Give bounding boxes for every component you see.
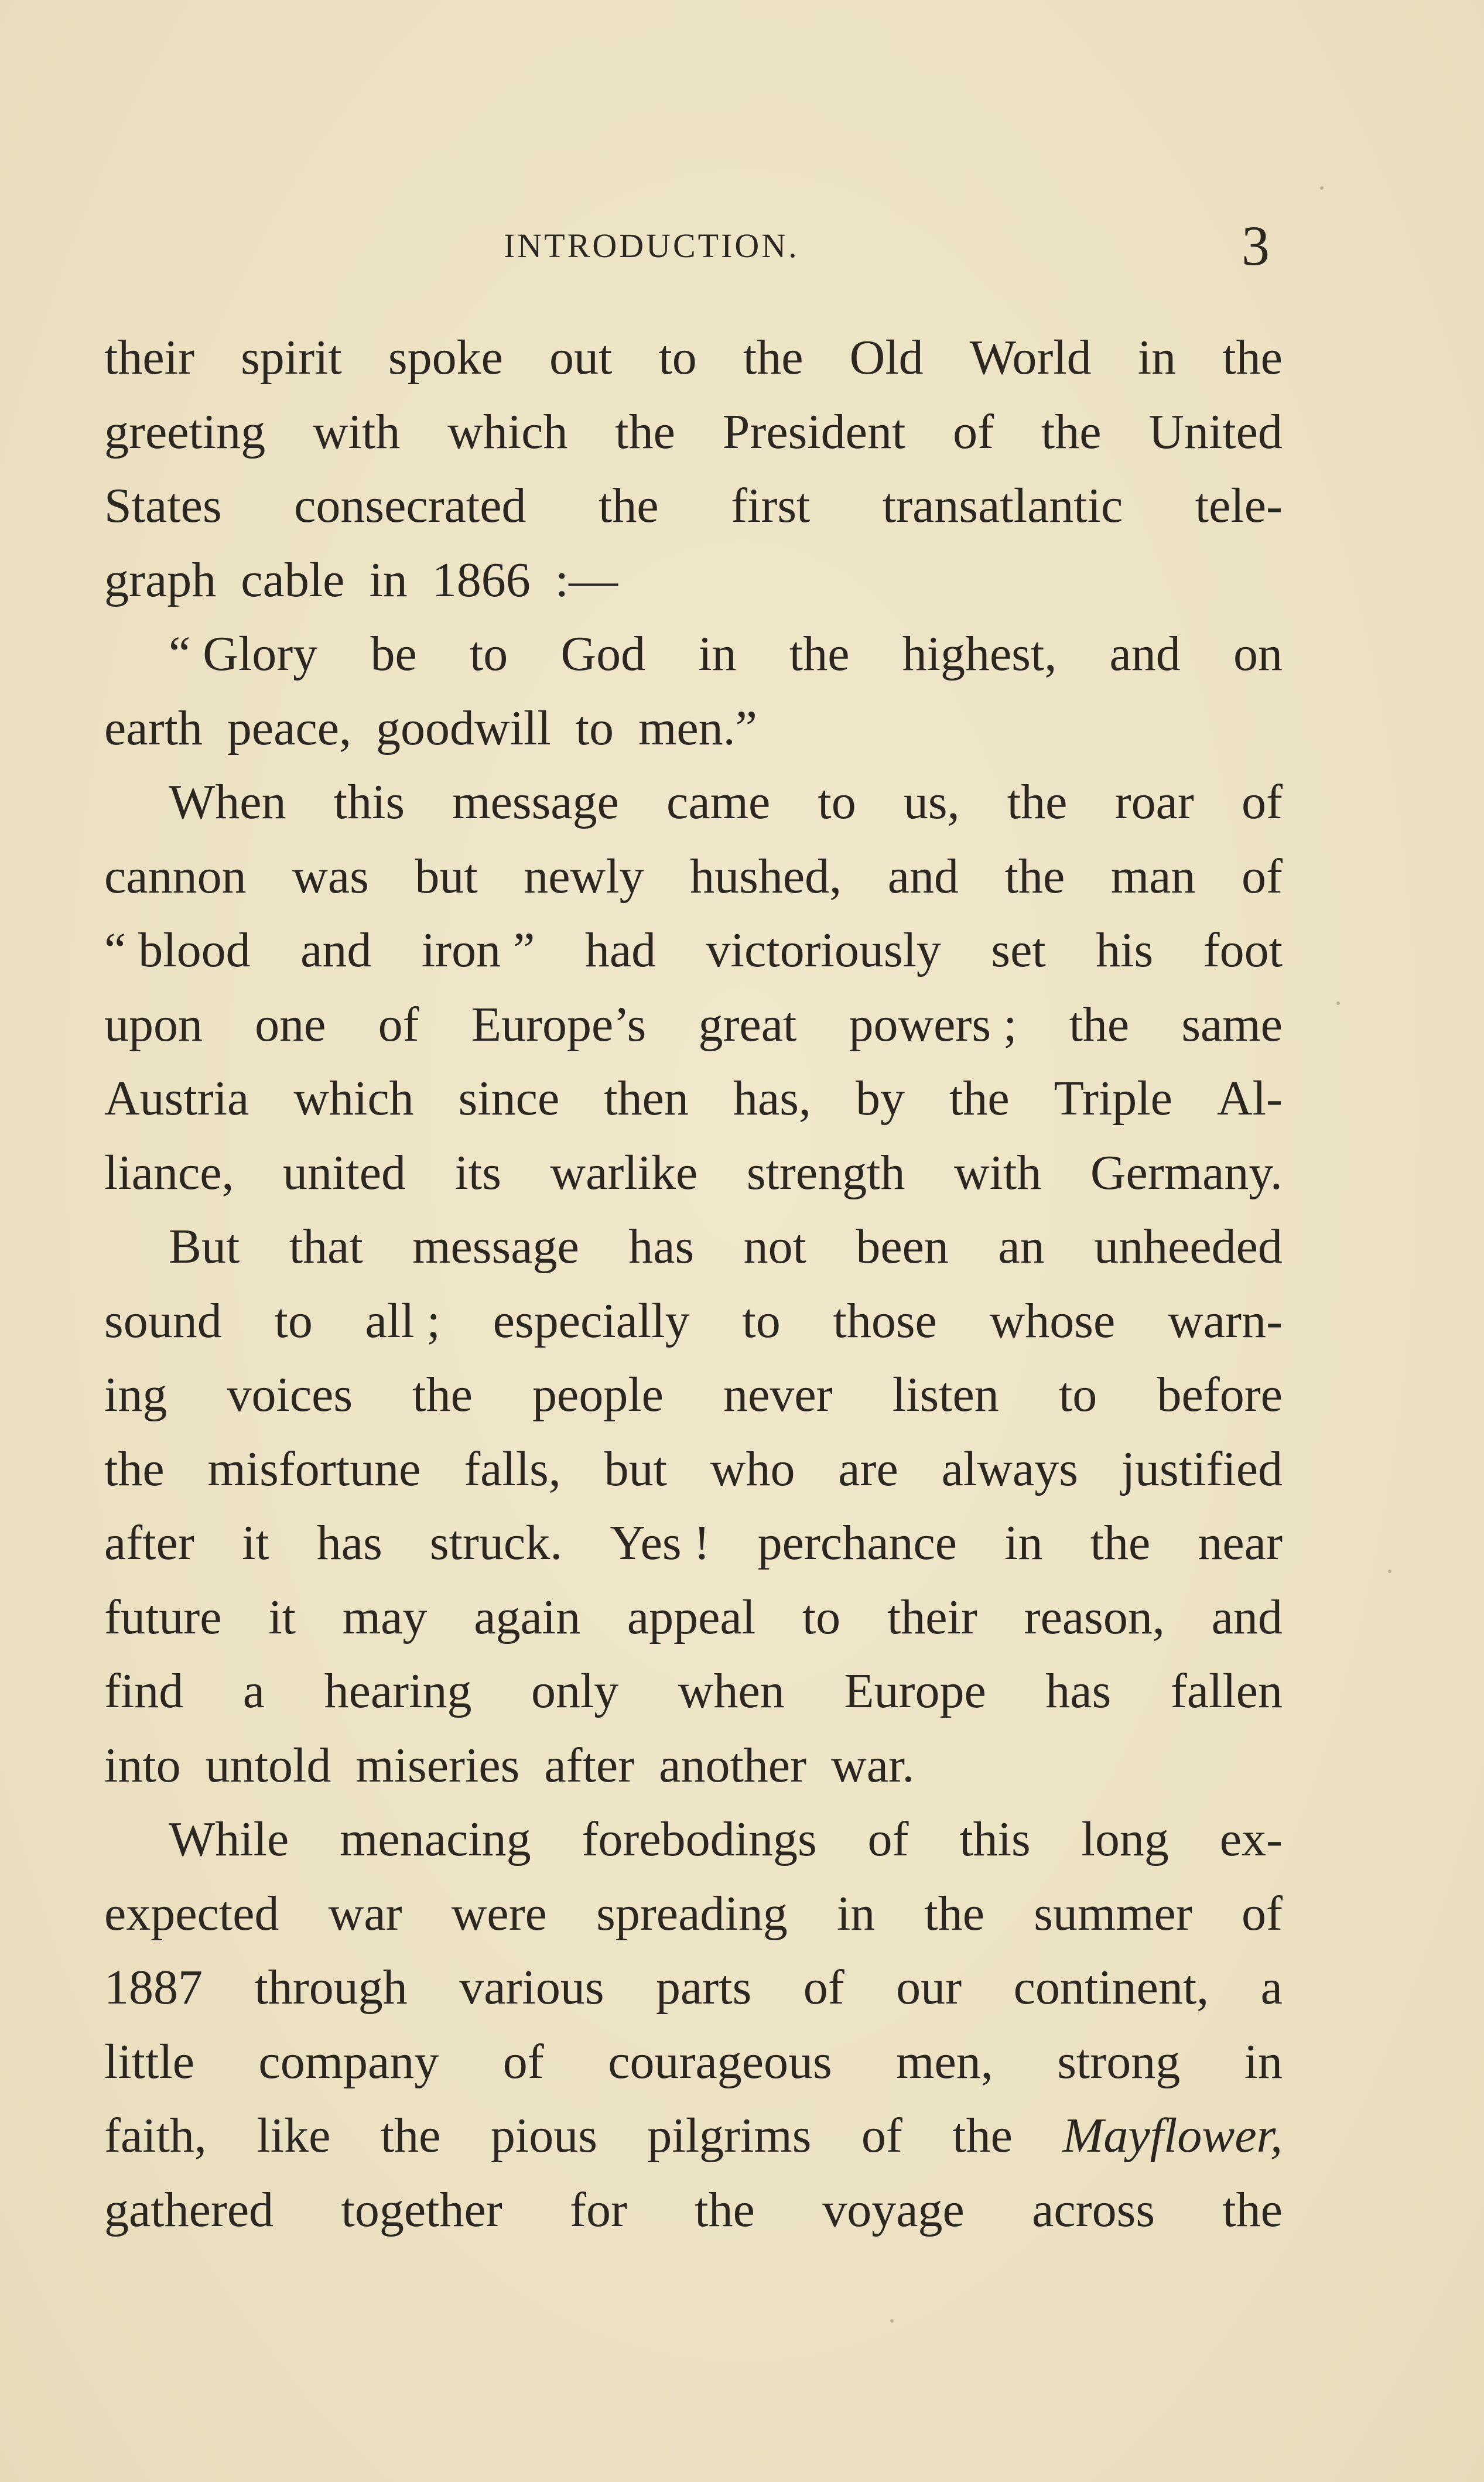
word: near — [1198, 1516, 1283, 1570]
word: courageous — [608, 2034, 832, 2089]
word: listen — [892, 1368, 999, 1422]
word: the — [1090, 1516, 1151, 1570]
word: pious — [490, 2108, 597, 2163]
word: faith, — [104, 2108, 207, 2163]
word: menacing — [340, 1812, 531, 1866]
word: only — [531, 1664, 619, 1718]
word: greeting — [104, 404, 266, 459]
word: of — [378, 997, 419, 1052]
text-line — [104, 1284, 1283, 1359]
word: warlike — [550, 1145, 698, 1200]
word: highest, — [902, 627, 1057, 681]
word: great — [698, 997, 797, 1052]
word: before — [1157, 1368, 1283, 1422]
word: another — [659, 1738, 807, 1793]
word: the — [743, 330, 803, 385]
word: misfortune — [207, 1441, 421, 1496]
word: especially — [493, 1293, 690, 1348]
word: the — [380, 2108, 441, 2163]
word: When — [169, 775, 286, 829]
text-line — [104, 2173, 1283, 2248]
word: into — [104, 1738, 181, 1793]
word: and — [1109, 627, 1181, 681]
text-line — [104, 395, 1283, 470]
word: those — [833, 1293, 937, 1348]
word: through — [254, 1960, 408, 2015]
text-line — [104, 321, 1283, 395]
word: of — [1241, 1886, 1283, 1941]
word: which — [447, 404, 568, 459]
text-line — [104, 1803, 1283, 1877]
word: “ Glory — [169, 627, 318, 681]
word: While — [169, 1812, 289, 1866]
word: pilgrims — [647, 2108, 812, 2163]
word: when — [678, 1664, 785, 1718]
word: the — [1007, 775, 1068, 829]
word: the — [949, 1071, 1010, 1126]
text-line — [104, 1654, 1283, 1729]
text-line — [104, 1581, 1283, 1655]
word: Austria — [104, 1071, 249, 1126]
word: ex- — [1219, 1812, 1283, 1866]
word: united — [283, 1145, 406, 1200]
paper-speck — [1336, 1001, 1340, 1005]
word: forebodings — [582, 1812, 817, 1866]
word: for — [570, 2182, 627, 2237]
word: voices — [227, 1368, 353, 1422]
word: unheeded — [1094, 1219, 1283, 1274]
word: tele- — [1195, 478, 1283, 533]
word: summer — [1034, 1886, 1192, 1941]
word: with — [313, 404, 401, 459]
word: his — [1096, 923, 1154, 977]
word: since — [458, 1071, 560, 1126]
word: earth — [104, 700, 203, 755]
word: sound — [104, 1293, 222, 1348]
word: little — [104, 2034, 194, 2089]
word: Europe’s — [471, 997, 647, 1052]
word: who — [710, 1441, 795, 1496]
word: strength — [746, 1145, 905, 1200]
word: had — [584, 923, 656, 977]
word: ing — [104, 1368, 167, 1422]
word: Europe — [844, 1664, 986, 1718]
word: war — [328, 1886, 402, 1941]
word: graph — [104, 552, 217, 607]
word: of — [1242, 775, 1283, 829]
text-line — [104, 1433, 1283, 1507]
word: peace, — [227, 700, 352, 755]
text-line — [104, 1062, 1283, 1136]
word: this — [959, 1812, 1031, 1866]
text-line — [104, 1358, 1283, 1433]
word: across — [1032, 2182, 1155, 2237]
word: various — [459, 1960, 604, 2015]
word: United — [1148, 404, 1283, 459]
word: an — [998, 1219, 1045, 1274]
word: Yes ! — [610, 1516, 710, 1570]
word: after — [544, 1738, 635, 1793]
word: us, — [903, 775, 960, 829]
word: has, — [733, 1071, 811, 1126]
word: has — [1045, 1664, 1112, 1718]
word: hushed, — [690, 849, 842, 904]
word: Triple — [1054, 1071, 1172, 1126]
word: victoriously — [706, 923, 941, 977]
word: God — [560, 627, 646, 681]
word: liance, — [104, 1145, 234, 1200]
word: fallen — [1170, 1664, 1283, 1718]
word: and — [300, 923, 372, 977]
word: in — [836, 1886, 876, 1941]
word: not — [743, 1219, 806, 1274]
word: cannon — [104, 849, 247, 904]
word: may — [342, 1589, 428, 1645]
word: of — [1242, 849, 1283, 904]
word: set — [991, 923, 1046, 977]
word: together — [341, 2182, 502, 2237]
word: 1866 — [432, 552, 531, 607]
word: man — [1110, 849, 1196, 904]
word: first — [731, 478, 811, 533]
word: message — [412, 1219, 579, 1274]
word: the — [1004, 849, 1065, 904]
word: Old — [849, 330, 924, 385]
text-line — [104, 2099, 1283, 2173]
word: continent, — [1013, 1960, 1209, 2015]
word: by — [855, 1071, 905, 1126]
word: goodwill — [376, 700, 551, 755]
word: untold — [205, 1738, 331, 1793]
word: 1887 — [104, 1960, 203, 2015]
text-line — [104, 469, 1283, 543]
word: then — [604, 1071, 689, 1126]
word: expected — [104, 1886, 279, 1941]
word: men, — [896, 2034, 993, 2089]
word: powers ; — [849, 997, 1017, 1052]
word: of — [803, 1960, 844, 2015]
word: and — [887, 849, 959, 904]
word: whose — [989, 1293, 1116, 1348]
word: and — [1211, 1589, 1283, 1645]
word: its — [454, 1145, 501, 1200]
running-head-title: INTRODUCTION. — [504, 227, 799, 265]
word: struck. — [429, 1516, 563, 1570]
word: men.” — [638, 700, 757, 755]
word: spirit — [241, 330, 342, 385]
word: newly — [524, 849, 644, 904]
word: gathered — [104, 2182, 274, 2237]
word: the — [695, 2182, 755, 2237]
word: on — [1233, 627, 1283, 681]
word: cable — [241, 552, 345, 607]
word: to — [575, 700, 614, 755]
word: their — [887, 1589, 977, 1645]
word: the — [598, 478, 659, 533]
text-line — [104, 2025, 1283, 2100]
text-line — [104, 1951, 1283, 2025]
word: States — [104, 478, 222, 533]
word: falls, — [464, 1441, 561, 1496]
word: the — [1222, 2182, 1283, 2237]
word: hearing — [324, 1664, 472, 1718]
word: iron ” — [421, 923, 535, 977]
paper-speck — [1388, 1570, 1391, 1573]
word: the — [924, 1886, 985, 1941]
paper-speck — [890, 2319, 894, 2323]
word: be — [370, 627, 417, 681]
word: are — [838, 1441, 898, 1496]
word: a — [242, 1664, 265, 1718]
word: has — [316, 1516, 382, 1570]
word: that — [289, 1219, 363, 1274]
word: all ; — [365, 1293, 440, 1348]
word: Germany. — [1090, 1145, 1283, 1200]
text-line — [104, 692, 1283, 766]
word: was — [292, 849, 369, 904]
word: in — [1137, 330, 1177, 385]
word: But — [169, 1219, 240, 1274]
text-line — [104, 1506, 1283, 1581]
word: perchance — [757, 1516, 958, 1570]
word: with — [953, 1145, 1042, 1200]
text-line — [104, 1877, 1283, 1951]
word: war. — [831, 1738, 915, 1793]
text-line — [104, 840, 1283, 914]
word: in — [1004, 1516, 1043, 1570]
running-head — [0, 214, 1484, 278]
word: justified — [1121, 1441, 1283, 1496]
word: foot — [1203, 923, 1283, 977]
text-line — [104, 1729, 1283, 1803]
word: has — [628, 1219, 695, 1274]
word: in — [698, 627, 737, 681]
word: the — [1041, 404, 1102, 459]
word: the — [789, 627, 850, 681]
text-line — [104, 543, 1283, 618]
word: voyage — [822, 2182, 965, 2237]
word: long — [1081, 1812, 1169, 1866]
word: roar — [1114, 775, 1194, 829]
word: this — [333, 775, 405, 829]
text-line — [104, 1136, 1283, 1211]
word: spreading — [596, 1886, 788, 1941]
word: reason, — [1024, 1589, 1165, 1645]
word: strong — [1057, 2034, 1181, 2089]
word: the — [1222, 330, 1283, 385]
word: like — [257, 2108, 331, 2163]
word: the — [104, 1441, 165, 1496]
word: our — [896, 1960, 962, 2015]
word: the — [615, 404, 675, 459]
paper-speck — [1320, 186, 1324, 190]
text-line — [104, 617, 1283, 692]
word: a — [1260, 1960, 1283, 2015]
body-text — [104, 321, 1283, 2247]
word: same — [1181, 997, 1283, 1052]
word: World — [969, 330, 1092, 385]
word: of — [861, 2108, 902, 2163]
word: the — [1069, 997, 1130, 1052]
word: to — [658, 330, 697, 385]
word: parts — [655, 1960, 752, 2015]
word: appeal — [627, 1589, 756, 1645]
word: of — [953, 404, 994, 459]
word: find — [104, 1664, 184, 1718]
word: to — [802, 1589, 841, 1645]
page-number: 3 — [1242, 214, 1270, 277]
word: which — [293, 1071, 414, 1126]
word: were — [451, 1886, 547, 1941]
word: Mayflower, — [1062, 2108, 1283, 2163]
word: came — [666, 775, 771, 829]
text-line — [104, 765, 1283, 840]
word: in — [1244, 2034, 1283, 2089]
word: to — [742, 1293, 781, 1348]
word: people — [532, 1368, 664, 1422]
word: Al- — [1216, 1071, 1283, 1126]
word: always — [941, 1441, 1078, 1496]
word: again — [474, 1589, 581, 1645]
word: “ blood — [104, 923, 251, 977]
text-line — [104, 988, 1283, 1062]
word: future — [104, 1589, 222, 1645]
word: but — [415, 849, 478, 904]
word: the — [412, 1368, 473, 1422]
word: :— — [555, 552, 618, 607]
text-line — [104, 914, 1283, 988]
word: to — [1058, 1368, 1097, 1422]
word: of — [502, 2034, 544, 2089]
word: transatlantic — [882, 478, 1123, 533]
word: of — [867, 1812, 909, 1866]
word: never — [723, 1368, 833, 1422]
word: it — [268, 1589, 296, 1645]
word: company — [258, 2034, 439, 2089]
word: President — [722, 404, 906, 459]
word: out — [549, 330, 613, 385]
word: spoke — [388, 330, 503, 385]
word: to — [274, 1293, 313, 1348]
word: consecrated — [294, 478, 526, 533]
word: after — [104, 1516, 194, 1570]
word: been — [856, 1219, 949, 1274]
text-line — [104, 1210, 1283, 1284]
word: it — [241, 1516, 269, 1570]
word: miseries — [355, 1738, 520, 1793]
word: but — [604, 1441, 667, 1496]
word: one — [255, 997, 326, 1052]
word: in — [369, 552, 408, 607]
word: the — [952, 2108, 1013, 2163]
word: to — [818, 775, 856, 829]
word: warn- — [1168, 1293, 1283, 1348]
word: upon — [104, 997, 203, 1052]
word: their — [104, 330, 194, 385]
word: message — [452, 775, 619, 829]
word: to — [469, 627, 508, 681]
